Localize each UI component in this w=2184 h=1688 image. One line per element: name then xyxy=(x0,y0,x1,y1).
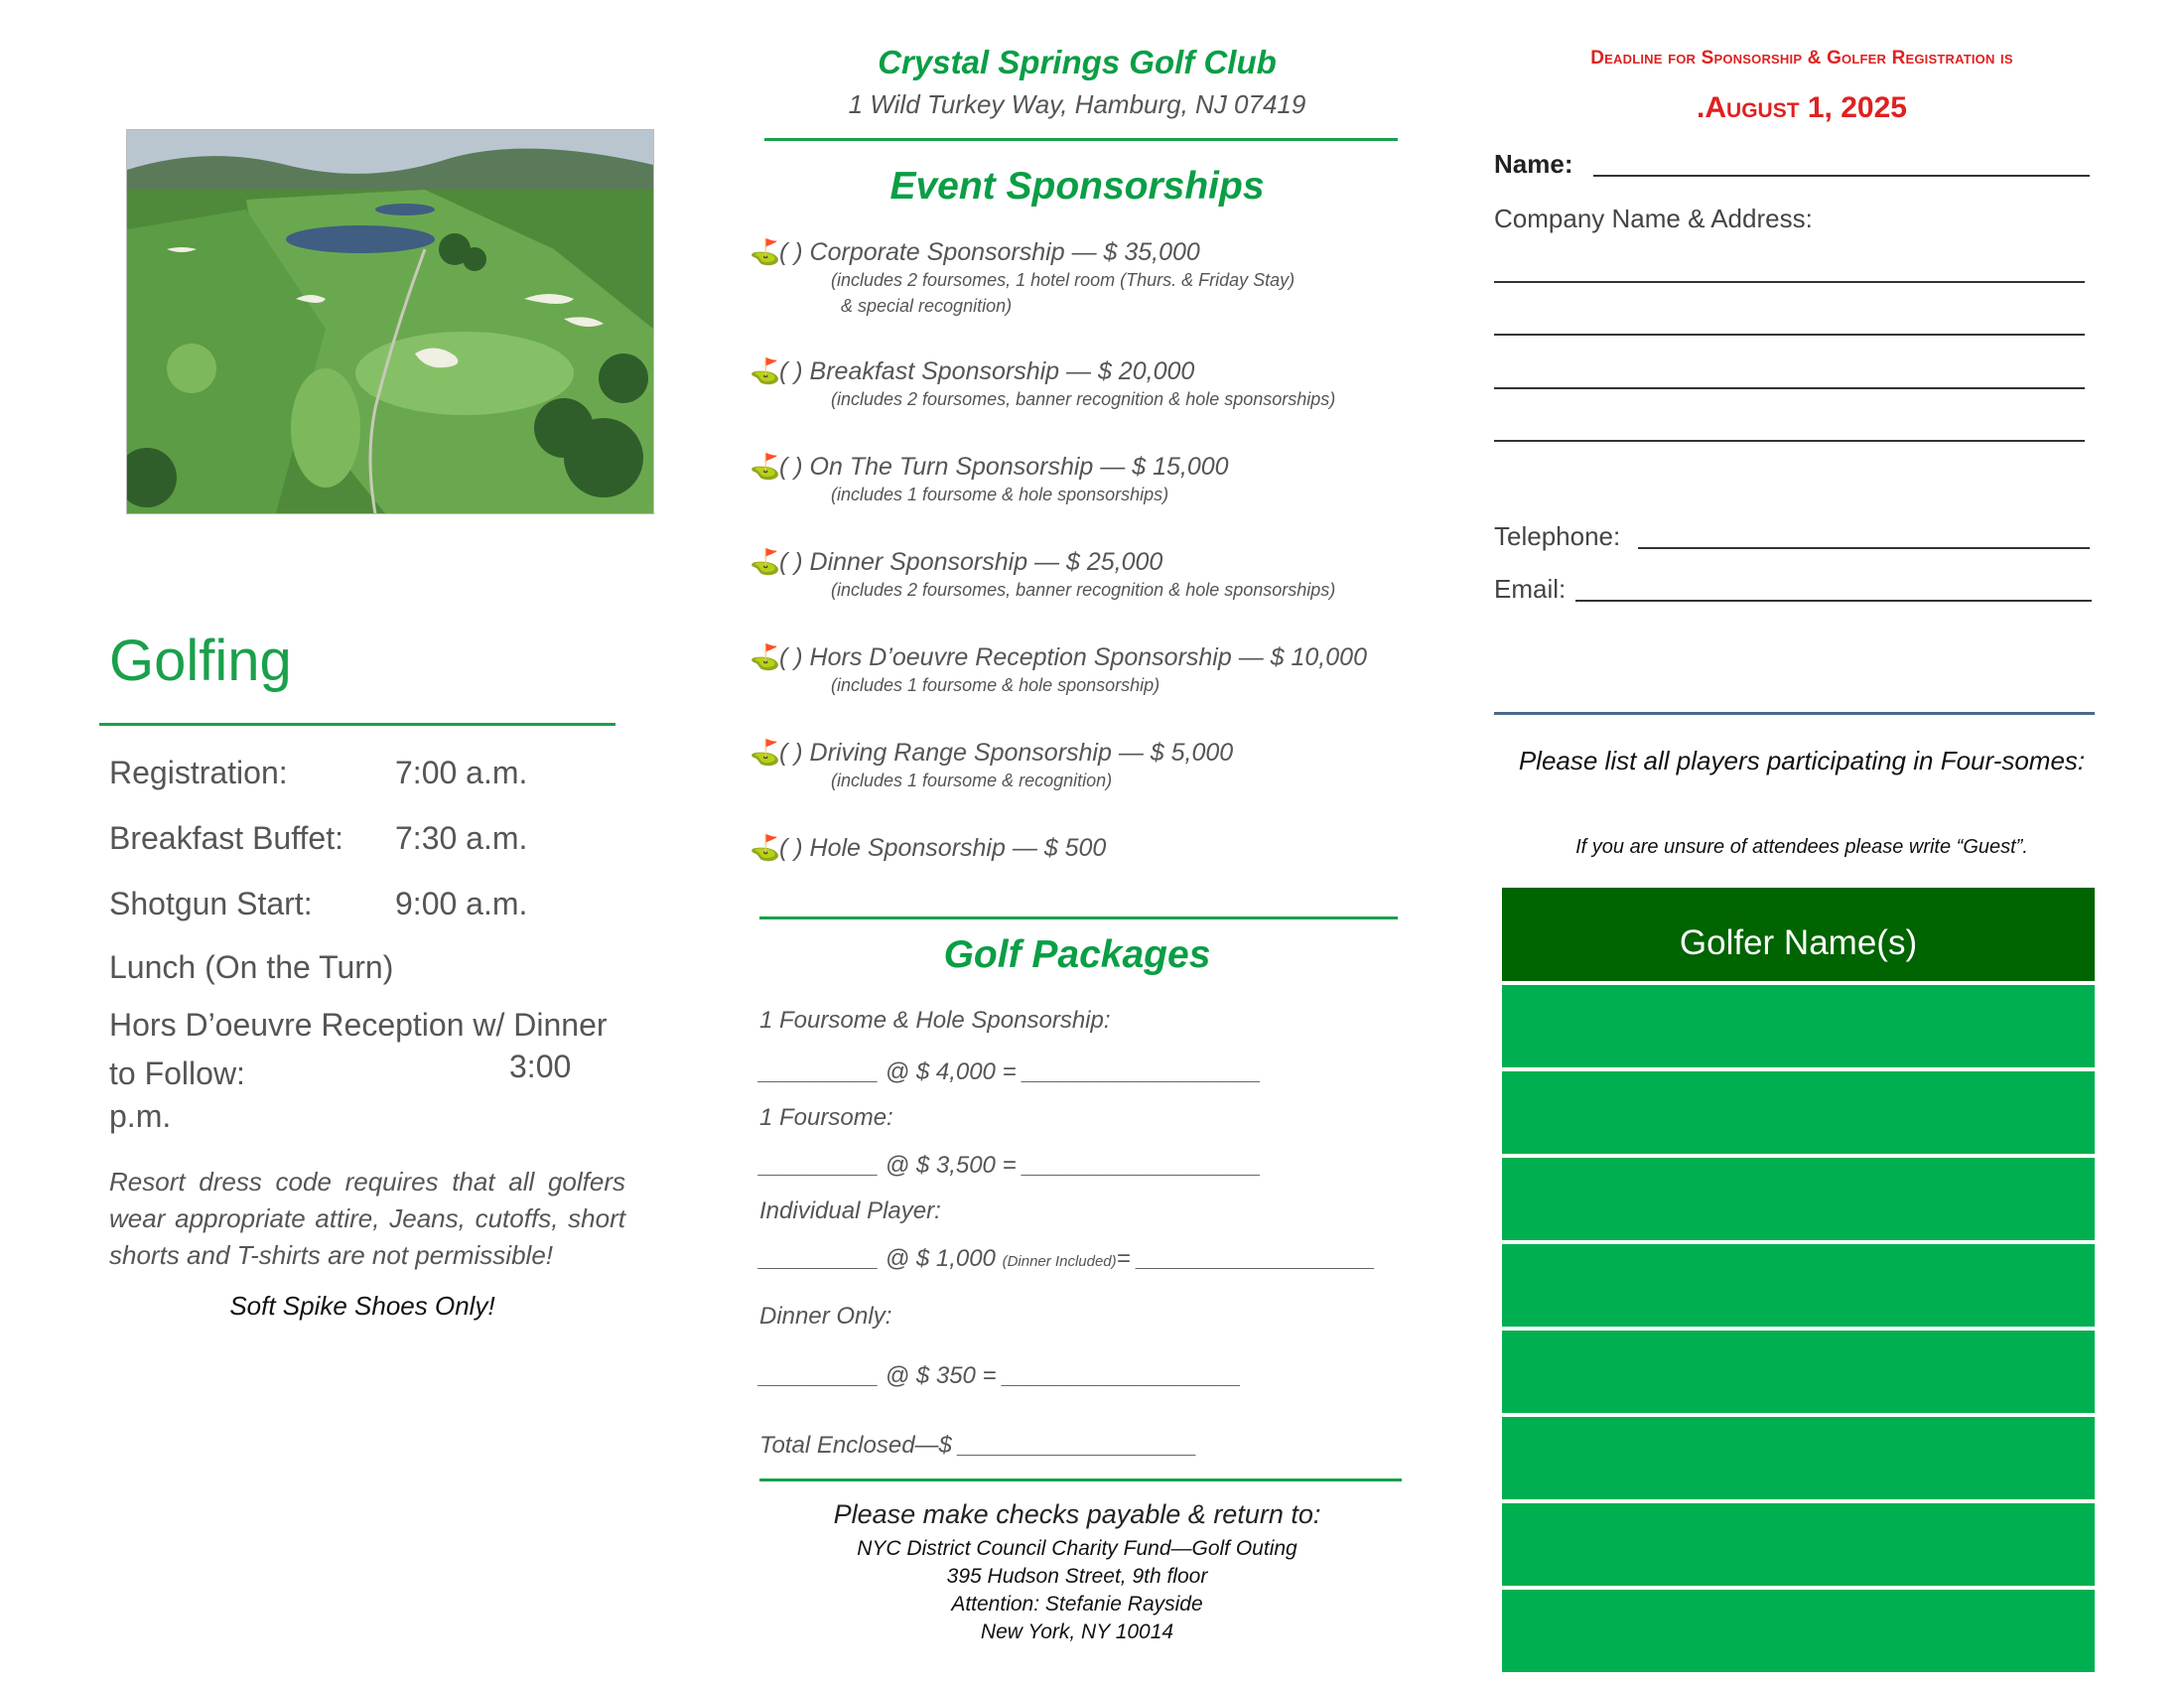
flag-icon: ⛳ xyxy=(750,548,781,576)
schedule-label-shotgun: Shotgun Start: xyxy=(109,886,313,921)
package-entry-suffix: = __________________ xyxy=(1116,1245,1376,1272)
sponsorship-item[interactable] xyxy=(750,643,1410,698)
right-panel xyxy=(1494,0,2110,1688)
email-field[interactable] xyxy=(1575,600,2092,602)
golfer-name-row[interactable] xyxy=(1502,1154,2095,1240)
sponsorship-detail: (includes 1 foursome & hole sponsorships) xyxy=(831,485,1169,504)
schedule-label-breakfast: Breakfast Buffet: xyxy=(109,820,343,856)
sponsorship-label: ( ) Breakfast Sponsorship — $ 20,000 xyxy=(779,357,1195,385)
schedule-label-registration: Registration: xyxy=(109,755,288,790)
sponsorship-item[interactable] xyxy=(750,453,1410,507)
golfer-name-row[interactable] xyxy=(1502,1327,2095,1413)
name-field[interactable] xyxy=(1593,175,2090,177)
email-label: Email: xyxy=(1494,574,1567,604)
telephone-field[interactable] xyxy=(1638,547,2090,549)
sponsorship-detail: (includes 2 foursomes, banner recognition & hole sponsorships) xyxy=(831,580,1336,600)
sponsorship-item[interactable] xyxy=(750,739,1410,793)
company-address-field[interactable] xyxy=(1494,387,2085,389)
sponsorship-detail: (includes 2 foursomes, banner recognition & hole sponsorships) xyxy=(831,389,1336,409)
golfer-name-row[interactable] xyxy=(1502,1413,2095,1499)
total-enclosed-line[interactable]: Total Enclosed—$ __________________ xyxy=(759,1432,1197,1459)
package-entry-line[interactable]: _________ @ $ 3,500 = __________________ xyxy=(759,1152,1262,1179)
telephone-label: Telephone: xyxy=(1494,521,1621,551)
golfer-names-table xyxy=(1502,888,2095,1672)
schedule-time-registration: 7:00 a.m. xyxy=(395,755,528,790)
flag-icon: ⛳ xyxy=(750,453,781,481)
schedule-label-hors: Hors D’oeuvre Reception w/ Dinner to Follow: xyxy=(109,1007,608,1091)
golfer-name-row[interactable] xyxy=(1502,1067,2095,1154)
dinner-included-note: (Dinner Included) xyxy=(1002,1253,1117,1270)
flag-icon: ⛳ xyxy=(750,739,781,767)
sponsorship-detail: (includes 2 foursomes, 1 hotel room (Thurs. & Friday Stay) xyxy=(831,270,1296,290)
payment-line: NYC District Council Charity Fund—Golf Outing xyxy=(857,1537,1297,1560)
company-label: Company Name & Address: xyxy=(1494,204,1813,233)
package-entry-line[interactable] xyxy=(759,1245,1376,1273)
schedule-label-lunch: Lunch (On the Turn) xyxy=(109,949,394,985)
payment-line: New York, NY 10014 xyxy=(980,1620,1174,1643)
company-address-field[interactable] xyxy=(1494,281,2085,283)
package-entry-line[interactable]: _________ @ $ 350 = __________________ xyxy=(759,1362,1242,1389)
schedule-time-hors: 3:00 xyxy=(509,1049,572,1084)
golfer-name-row[interactable] xyxy=(1502,981,2095,1067)
flag-icon: ⛳ xyxy=(750,834,781,862)
deadline-text: Deadline for Sponsorship & Golfer Registration is xyxy=(1590,48,2013,69)
packages-divider xyxy=(759,1478,1402,1481)
golfer-names-header: Golfer Name(s) xyxy=(1502,888,2095,981)
sponsorship-item[interactable] xyxy=(750,238,1410,319)
dress-code-text: Resort dress code requires that all golfers wear appropriate attire, Jeans, cutoffs, short shorts and T-shirts are not permissible! xyxy=(109,1167,625,1270)
flag-icon: ⛳ xyxy=(750,357,781,385)
payment-line: 395 Hudson Street, 9th floor xyxy=(946,1565,1208,1588)
sponsorship-detail: & special recognition) xyxy=(841,296,1013,316)
sponsorships-divider xyxy=(759,916,1398,919)
golfer-name-row[interactable] xyxy=(1502,1499,2095,1586)
golfing-title: Golfing xyxy=(109,629,292,693)
package-label: 1 Foursome & Hole Sponsorship: xyxy=(759,1007,1111,1034)
sponsorship-label: ( ) Driving Range Sponsorship — $ 5,000 xyxy=(779,739,1234,767)
package-label: 1 Foursome: xyxy=(759,1104,893,1131)
packages-heading: Golf Packages xyxy=(943,933,1211,976)
golfer-name-row[interactable] xyxy=(1502,1586,2095,1672)
sponsorship-label: ( ) Hors D’oeuvre Reception Sponsorship — $ 10,000 xyxy=(779,643,1367,671)
deadline-date: .August 1, 2025 xyxy=(1697,91,1907,124)
schedule-time-hors-pm: p.m. xyxy=(109,1098,172,1134)
club-address: 1 Wild Turkey Way, Hamburg, NJ 07419 xyxy=(848,89,1306,119)
package-label: Dinner Only: xyxy=(759,1303,892,1330)
middle-panel xyxy=(745,0,1410,1688)
golfer-name-row[interactable] xyxy=(1502,1240,2095,1327)
club-divider xyxy=(764,138,1398,141)
name-label: Name: xyxy=(1494,149,1573,179)
sponsorship-label: ( ) On The Turn Sponsorship — $ 15,000 xyxy=(779,453,1229,481)
players-instruction: Please list all players participating in Four-somes: xyxy=(1518,746,2086,775)
sponsorship-detail: (includes 1 foursome & recognition) xyxy=(831,771,1113,790)
golfing-divider xyxy=(99,723,615,726)
payment-heading: Please make checks payable & return to: xyxy=(833,1499,1321,1529)
schedule-time-shotgun: 9:00 a.m. xyxy=(395,886,528,921)
sponsorship-item[interactable] xyxy=(750,548,1410,603)
sponsorship-item[interactable] xyxy=(750,834,1410,863)
golf-course-photo xyxy=(126,129,654,514)
sponsorship-label: ( ) Hole Sponsorship — $ 500 xyxy=(779,834,1107,862)
payment-line: Attention: Stefanie Rayside xyxy=(951,1593,1203,1616)
soft-spike-note: Soft Spike Shoes Only! xyxy=(229,1291,495,1321)
schedule-time-breakfast: 7:30 a.m. xyxy=(395,820,528,856)
company-address-field[interactable] xyxy=(1494,334,2085,336)
sponsorships-heading: Event Sponsorships xyxy=(889,165,1265,208)
section-divider xyxy=(1494,712,2095,715)
sponsorship-label: ( ) Dinner Sponsorship — $ 25,000 xyxy=(779,548,1163,576)
package-entry-line[interactable]: _________ @ $ 4,000 = __________________ xyxy=(759,1058,1262,1085)
flag-icon: ⛳ xyxy=(750,643,781,671)
sponsorship-item[interactable] xyxy=(750,357,1410,412)
sponsorship-label: ( ) Corporate Sponsorship — $ 35,000 xyxy=(779,238,1200,266)
package-label: Individual Player: xyxy=(759,1197,941,1224)
left-panel xyxy=(94,0,635,1688)
package-entry-prefix: _________ @ $ 1,000 xyxy=(759,1245,1003,1272)
club-name: Crystal Springs Golf Club xyxy=(878,44,1277,80)
flag-icon: ⛳ xyxy=(750,238,781,266)
company-address-field[interactable] xyxy=(1494,440,2085,442)
guest-instruction: If you are unsure of attendees please write “Guest”. xyxy=(1575,836,2028,858)
sponsorship-detail: (includes 1 foursome & hole sponsorship) xyxy=(831,675,1160,695)
